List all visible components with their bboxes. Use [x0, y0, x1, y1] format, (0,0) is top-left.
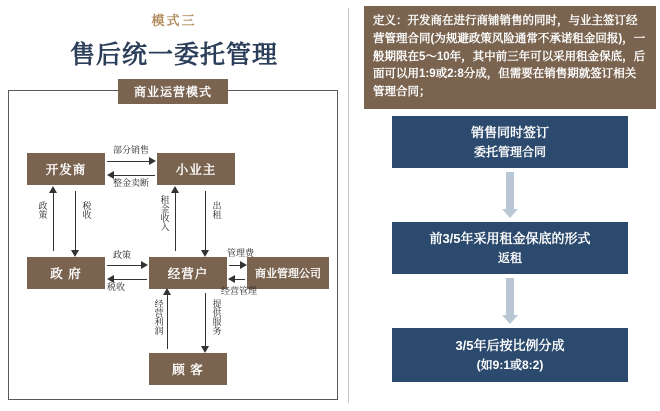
node-government: 政 府: [27, 257, 105, 289]
slide-title: 售后统一委托管理: [69, 41, 278, 69]
edge-label-part-sale: 部分销售: [113, 145, 150, 155]
edge-developer-to-owner-arrow: [149, 157, 156, 165]
slide-subtitle: 模式三: [151, 13, 197, 28]
edge-label-profit: 经营利润: [153, 299, 164, 335]
definition-text: 定义：开发商在进行商铺销售的同时，与业主签订经营管理合同(为规避政策风险通常不承诺租金回报)，一般期限在5～10年，其中前三年可以采用租金保底，后面可以用1:9或2:8分成，但需要在销售期就签订相关管理合同；: [364, 6, 656, 109]
edge-government-to-operator-line: [107, 265, 141, 266]
flow-step-1-line1: 销售同时签订: [470, 125, 549, 141]
edge-customer-to-operator-arrow: [163, 288, 171, 295]
flow-step-3-line1: 3/5年后按比例分成: [455, 338, 565, 354]
node-management-company: 商业管理公司: [247, 257, 329, 289]
edge-developer-to-government-line: [75, 191, 76, 251]
edge-mgmt-to-operator-arrow: [228, 275, 235, 283]
edge-owner-to-developer-line: [113, 175, 155, 176]
flow-arrow-2: [502, 278, 518, 324]
node-developer: 开发商: [27, 153, 105, 185]
edge-operator-to-mgmt-arrow: [240, 261, 247, 269]
flow-step-1: [392, 116, 628, 168]
edge-developer-government-line: [53, 191, 54, 251]
flow-step-2-line1: 前3/5年采用租金保底的形式: [429, 231, 591, 247]
edge-owner-to-operator-arrow: [201, 250, 209, 257]
flow-step-3: [392, 328, 628, 382]
flow-step-3-line2: (如9:1或8:2): [476, 357, 544, 372]
node-small-owner: 小业主: [157, 153, 235, 185]
pane-divider: [348, 8, 349, 403]
edge-label-management-fee: 管理费: [227, 248, 255, 258]
edge-owner-operator-line2: [205, 191, 206, 251]
edge-operator-to-customer-line: [205, 293, 206, 349]
edge-label-policy-left: 政策: [37, 201, 48, 219]
edge-label-operation-mgmt: 经营管理: [221, 286, 258, 296]
edge-operator-to-customer-arrow: [201, 346, 209, 353]
edge-operator-to-owner-arrow: [171, 186, 179, 193]
edge-label-policy-mid: 政策: [113, 250, 132, 260]
diagram-header-label: 商业运营模式: [118, 79, 228, 104]
edge-label-full-sale: 整金卖断: [113, 178, 150, 188]
edge-label-rent-income: 租金收入: [159, 195, 170, 231]
node-operator: 经营户: [149, 257, 227, 289]
edge-label-tax-left: 税收: [81, 201, 92, 219]
edge-government-to-operator-arrow: [141, 261, 148, 269]
edge-owner-to-operator-line: [175, 191, 176, 251]
edge-operator-to-government-line: [113, 279, 147, 280]
business-model-diagram: [8, 85, 338, 400]
node-customer: 顾 客: [149, 353, 227, 385]
flow-step-1-line2: 委托管理合同: [473, 144, 546, 159]
right-pane: [360, 0, 660, 411]
flow-step-2: [392, 222, 628, 274]
flow-arrow-1: [502, 172, 518, 218]
flow-step-2-line2: 返租: [497, 250, 522, 265]
edge-label-tax-bottom: 税收: [107, 282, 126, 292]
edge-developer-to-owner-line: [107, 161, 149, 162]
edge-developer-to-government-arrow: [71, 250, 79, 257]
edge-customer-to-operator-line: [167, 293, 168, 349]
edge-label-provide-service: 提供服务: [211, 299, 222, 335]
edge-label-rent-out: 出租: [211, 201, 222, 219]
edge-government-to-developer-arrow: [49, 186, 57, 193]
